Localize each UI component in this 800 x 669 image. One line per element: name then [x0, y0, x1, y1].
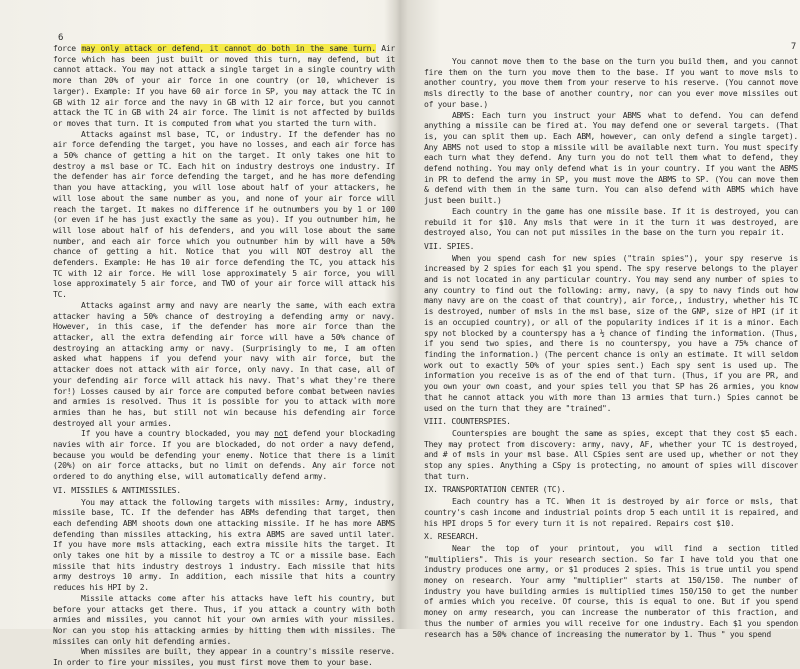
paragraph-air-force-limits: force may only attack or defend, it cannot do both in the same turn. Air force which has been just built or moved this turn, may defend, but it cannot attack. You may not attack a single target in a single country with more than 20% of your air force in one country (or 10, whichever is larger). Example: If you have 60 air force in SP, you may attack the TC in GB with 12 air force and the navy in GB with 12 air force, but you cannot attack the TC in GB with 24 air force. The limit is not affected by builds or moves that turn. It is computed from what you started the turn with. — [53, 44, 395, 128]
section-heading-missiles: VI. MISSILES & ANTIMISSILES. — [53, 485, 181, 495]
paragraph-attacks-msl-base: Attacks against msl base, TC, or industry. If the defender has no air force defending the target, you have no losses, and each air force has a 50% chance of getting a hit on the target. It only takes one hit to destroy a msl base or TC. Each hit on industry destroys one industry. If the defender has air force defending the target, and he has more defending than you have attacking, you will lose about half of your attackers, he will lose about the same number as you, and none of your air force will reach the target. It makes no difference if he outnumbers you by 1 or 100 (or even if he has just exactly the same as you). If you outnumber him, he will lose about half of his defenders, and you will lose about the same number, and each air force which you outnumber him by will have a 50% chance of getting a hit. Notice that you will NOT destroy all the defenders. Example: He has 10 air force defending the TC, you attack his TC with 12 air force. He will lose approximately 5 air force, you will lose approximately 5 air force, and TWO of your air force will attack his TC. — [53, 129, 395, 300]
paragraph-spies: When you spend cash for new spies ("train spies"), your spy reserve is increased by 2 spies for each $1 you spend. The spy reserve belongs to the player and is not located in any particular country. You may send any number of spies to any country to find out the following: army, navy, (a spy to navy finds out how many navy are on the coast of that country), air force,, industry, whether his TC is destroyed, number of msls in the msl base, size of the GNP, size of HPI (if it is an occupied country), or all of the popularity indices if it is a minor. Each spy not blocked by a counterspy has a ½ chance of finding the information. (Thus, if you send two spies, and there is no counterspy, you have a 75% chance of finding the information.) (The percent chance is only an estimate. It will seldom work out to exactly 50% of your spies sent.) Each spy sent is used up. The information you receive is as of the end of that turn. (Thus, if you are PR, and you own your own coast, and your spies tell you that SP has 26 armies, you know that he cannot attack you with more than 13 armies that turn.) Spies cannot be used on the turn that they are "trained". — [424, 253, 798, 413]
highlighted-rule: may only attack or defend, it cannot do both in the same turn. — [81, 44, 376, 53]
paragraph-attacks-army-navy: Attacks against army and navy are nearly the same, with each extra attacker having a 50% chance of destroying a defending army or navy. However, in this case, if the defender has more air force than the attacker, all the extra defending air force will have a 50% chance of destroying an attacking army or navy. (Surprisingly to me, I am often asked what happens if you defend your navy with air force, but the attacker does not attack with air force, only navy. In that case, all of your defending air force will attack his navy. That's what they're there for!) Losses caused by air force are computed before combat between navies and armies is resolved. Thus it is possible for you to attack with more armies than he has, but still not win because his defending air force destroyed all your armies. — [53, 300, 395, 428]
paragraph-missile-timing: Missile attacks come after his attacks have left his country, but before your attacks get there. Thus, if you attack a country with both armies and missiles, you cannot hit your own armies with your missiles. Nor can you stop his attacking armies by hitting them with missiles. The missiles can only hit defending armies. — [53, 593, 395, 646]
section-heading-spies: VII. SPIES. — [424, 241, 475, 251]
paragraph-missile-targets: You may attack the following targets with missiles: Army, industry, missile base, TC. If the defender has ABMs defending that target, then each defending ABM shoots down one attacking missile. If he has more ABMS defending than missiles attacking, his extra ABMS are saved until later. If you have more msls attacking, each extra missile hits the target. It only takes one hit by a missile to destroy a TC or a missile base. Each missile that hits industry destroys 1 industry. Each missile that hits army destroys 10 army. In addition, each missile that hits a country reduces his HPI by 2. — [53, 497, 395, 593]
edge-page-mark: 7 — [790, 42, 796, 52]
paragraph-missile-base: Each country in the game has one missile base. If it is destroyed, you can rebuild it for $10. Any msls that were in it the turn it was destroyed, are destroyed also, You can not put missiles in the base on the turn you repair it. — [424, 206, 798, 238]
paragraph-missile-reserve: When missiles are built, they appear in a country's missile reserve. In order to fire your missiles, you must first move them to your base. — [53, 647, 395, 668]
paragraph-move-missiles: You cannot move them to the base on the turn you build them, and you cannot fire them on the turn you move them to the base. If you want to move msls to another country, you move them from your reserve to his reserve. (You cannot move msls directly to the base of another country, nor can you ever move missiles out of your base.) — [424, 57, 798, 109]
left-column — [53, 44, 395, 669]
right-column — [424, 57, 798, 640]
paragraph-counterspies: Counterspies are bought the same as spies, except that they cost $5 each. They may protect from discovery: army, navy, AF, whether your TC is destroyed, and # of msls in your msl base. All CSpies sent are used up, whether or not they stop any spies. Anything a CSpy is protecting, no amount of spies will discover that turn. — [424, 428, 798, 481]
section-heading-transportation-center: IX. TRANSPORTATION CENTER (TC). — [424, 485, 566, 495]
underlined-not: not — [274, 429, 288, 439]
paragraph-transportation-center: Each country has a TC. When it is destroyed by air force or msls, that country's cash income and industrial points drop 5 each until it is repaired, and his HPI drops 5 for every turn it is not repaired. Repairs cost $10. — [424, 497, 798, 528]
paragraph-blockade: If you have a country blockaded, you may not defend your blockading navies with air force. If you are blockaded, do not order a navy defend, because you would be defending your enemy. Notice that there is a limit (20%) on air force attacks, but no limit on defends. Any air force not ordered to do anything else, will automatically defend army. — [53, 429, 395, 482]
left-page — [0, 0, 396, 668]
paragraph-research: Near the top of your printout, you will find a section titled "multipliers". This is your research section. So far I have told you that one industry produces one army, or $1 produces 2 spies. This is true until you spend money on research. Your army "multiplier" starts at 150/150. The number of industry you have building armies is multiplied times 150/150 to get the number of armies which you receive. Of course, this is equal to one. But if you spend money on army research, you can increase the numberator of this fraction, and thus the number of armies you will receive for one industry. Each $1 you spendon research has a 50% chance of increasing the numerator by 1. Thus " you spend — [424, 543, 798, 639]
right-page — [410, 0, 800, 639]
page-number: 6 — [58, 33, 64, 43]
paragraph-abms: ABMS: Each turn you instruct your ABMS what to defend. You can defend anything a missile can be fired at. You may defend one or several targets. (That is, you can split them up. Each ABM, however, can only defend a single target). Any ABMS not used to stop a missile will be available next turn. You must specify each turn what they defend. Any turn you do not tell them what to defend, they defend nothing. You may only defend what is in your country. If you want the ABMS in PR to defend the army in SP, you must move the ABMS to SP. (You can move them & defend with them in the same turn. You can also defend with ABMS which have just been built.) — [424, 110, 798, 206]
section-heading-research: X. RESEARCH. — [424, 532, 479, 542]
section-heading-counterspies: VIII. COUNTERSPIES. — [424, 417, 511, 427]
